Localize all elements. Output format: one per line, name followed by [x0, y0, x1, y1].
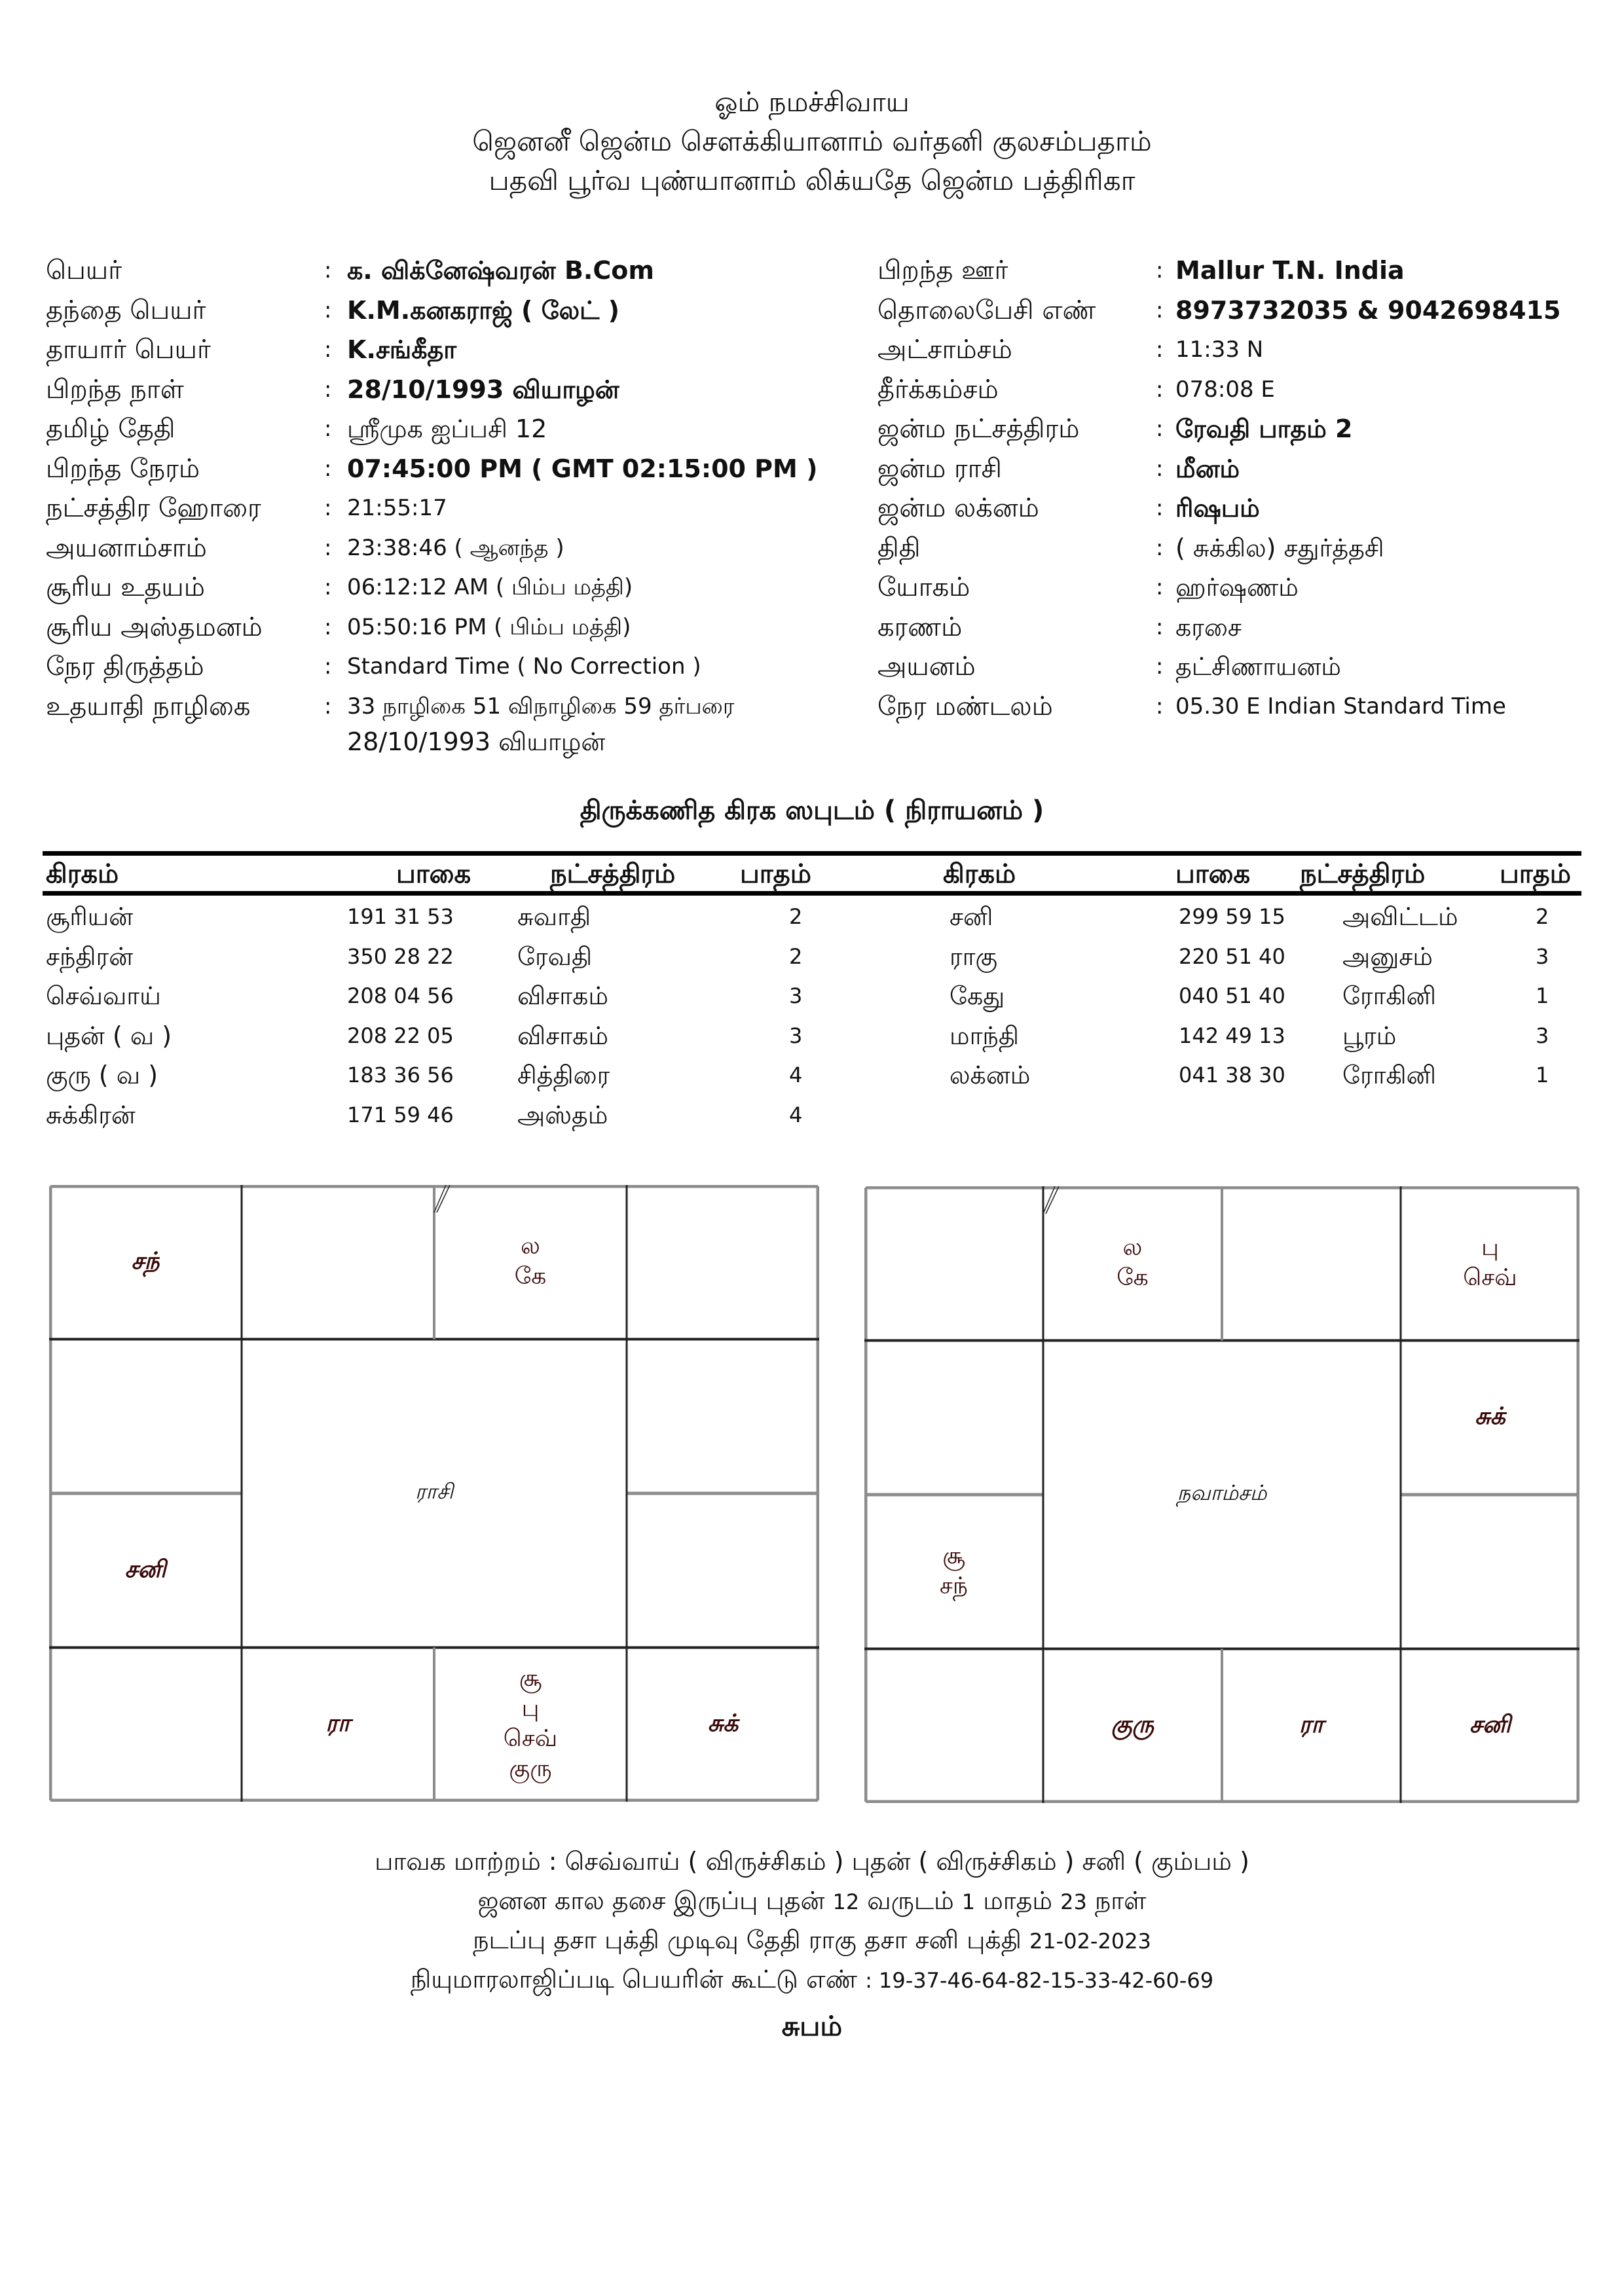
detail-colon: : — [324, 613, 332, 640]
detail-label: தொலைபேசி எண் — [877, 295, 1096, 325]
header-degree-right: பாகை — [1175, 859, 1251, 889]
planet-name: மாந்தி — [950, 1021, 1019, 1050]
detail-colon: : — [324, 337, 332, 363]
header-invocation: ஓம் நமச்சிவாய — [714, 86, 910, 118]
house-cell — [627, 1493, 819, 1648]
detail-label: கரணம் — [877, 611, 963, 642]
detail-colon: : — [1156, 534, 1164, 561]
planet-abbrev: செவ் — [1463, 1264, 1517, 1291]
planet-pada: 2 — [1536, 904, 1549, 929]
planet-degree: 299 59 15 — [1179, 904, 1285, 929]
bhava-value: செவ்வாய் ( விருச்சிகம் ) புதன் ( விருச்சிகம் ) சனி ( கும்பம் ) — [564, 1847, 1249, 1876]
detail-label: தந்தை பெயர் — [46, 295, 206, 325]
planet-degree: 040 51 40 — [1179, 983, 1285, 1008]
planet-degree: 191 31 53 — [347, 904, 454, 929]
planet-name: லக்னம் — [950, 1061, 1031, 1089]
detail-label: பிறந்த ஊர் — [877, 255, 1008, 285]
planet-abbrev: சந் — [131, 1247, 160, 1275]
planet-name: கேது — [950, 981, 1005, 1010]
house-cell — [1043, 1186, 1222, 1341]
detail-label: அயனம் — [877, 651, 976, 682]
detail-label: பெயர் — [46, 255, 122, 285]
planet-degree: 183 36 56 — [347, 1063, 454, 1087]
detail-value: 28/10/1993 வியாழன் — [347, 374, 619, 404]
dasa-months: 1 — [961, 1889, 976, 1914]
detail-colon: : — [1156, 416, 1164, 442]
planet-pada: 3 — [789, 983, 803, 1008]
planet-pada: 2 — [789, 904, 803, 929]
detail-label: நட்சத்திர ஹோரை — [46, 493, 261, 523]
planet-table-title: திருக்கணித கிரக ஸபுடம் ( நிராயனம் ) — [580, 795, 1044, 826]
detail-label: பிறந்த நேரம் — [46, 453, 200, 484]
planet-degree: 220 51 40 — [1179, 943, 1285, 969]
dasa-balance-line — [0, 1882, 1624, 1920]
planet-name: சந்திரன் — [46, 941, 134, 971]
house-cell — [1043, 1649, 1222, 1804]
dasa-months-unit: மாதம் — [983, 1886, 1052, 1915]
current-dasa-line — [0, 1922, 1624, 1959]
numerology-line — [0, 1961, 1624, 1999]
planet-abbrev: குரு — [1111, 1711, 1154, 1739]
planet-degree: 171 59 46 — [347, 1102, 454, 1127]
detail-value: 11:33 N — [1175, 337, 1264, 363]
detail-colon: : — [1156, 337, 1164, 363]
detail-colon: : — [1156, 257, 1164, 283]
detail-value: K.M.கனகராஜ் ( லேட் ) — [347, 295, 619, 325]
planet-abbrev: சந் — [939, 1572, 969, 1599]
detail-label: ஜன்ம லக்னம் — [877, 493, 1039, 523]
detail-label: பிறந்த நாள் — [46, 374, 184, 405]
dasa-days: 23 — [1060, 1889, 1087, 1914]
dasa-years: 12 — [832, 1889, 860, 1914]
house-cell — [627, 1339, 819, 1494]
detail-value: 33 நாழிகை 51 விநாழிகை 59 தர்பரை — [347, 693, 735, 720]
house-cell — [1222, 1186, 1401, 1341]
planet-name: புதன் ( வ ) — [46, 1021, 172, 1050]
planet-degree: 350 28 22 — [347, 943, 454, 969]
closing-subham: சுபம் — [781, 2010, 843, 2042]
detail-value: Standard Time ( No Correction ) — [347, 653, 701, 680]
planet-abbrev: சுக் — [707, 1710, 739, 1738]
header-pada-left: பாதம் — [740, 859, 811, 889]
detail-label: திதி — [877, 532, 921, 563]
house-cell — [864, 1649, 1043, 1804]
planet-abbrev: சனி — [124, 1556, 166, 1583]
detail-colon: : — [324, 455, 332, 482]
detail-value: 8973732035 & 9042698415 — [1175, 295, 1561, 325]
planet-star: விசாகம் — [517, 1021, 609, 1050]
planet-name: ராகு — [950, 941, 998, 971]
house-cell — [434, 1185, 627, 1339]
detail-value: ரேவதி பாதம் 2 — [1175, 414, 1353, 443]
planet-name: செவ்வாய் — [46, 981, 161, 1010]
numerology-value: : 19-37-46-64-82-15-33-42-60-69 — [865, 1968, 1214, 1993]
rasi-chart — [49, 1185, 819, 1802]
detail-label: தீர்க்கம்சம் — [877, 374, 999, 405]
detail-colon: : — [1156, 653, 1164, 680]
house-cell — [864, 1341, 1043, 1495]
detail-value: 23:38:46 ( ஆனந்த ) — [347, 534, 564, 561]
detail-value: 05.30 E Indian Standard Time — [1175, 693, 1506, 720]
planet-abbrev: ரா — [1299, 1711, 1324, 1739]
planet-abbrev: சுக் — [1475, 1403, 1505, 1430]
house-cell — [864, 1186, 1043, 1341]
detail-value: ஹர்ஷணம் — [1175, 573, 1299, 602]
house-cell — [434, 1648, 627, 1802]
house-cell — [1401, 1495, 1579, 1649]
planet-pada: 3 — [1536, 1023, 1549, 1048]
navamsam-chart — [864, 1186, 1579, 1803]
udayadi-date-continuation: 28/10/1993 வியாழன் — [347, 727, 606, 756]
house-cell — [49, 1339, 242, 1494]
detail-colon: : — [1156, 455, 1164, 482]
detail-colon: : — [1156, 495, 1164, 521]
house-cell — [242, 1185, 434, 1339]
table-top-rule — [43, 851, 1581, 856]
detail-colon: : — [1156, 297, 1164, 323]
planet-degree: 142 49 13 — [1179, 1023, 1285, 1048]
planet-star: சுவாதி — [517, 902, 591, 931]
detail-colon: : — [324, 257, 332, 283]
detail-value: 07:45:00 PM ( GMT 02:15:00 PM ) — [347, 454, 818, 483]
planet-pada: 4 — [789, 1102, 803, 1127]
house-cell — [627, 1648, 819, 1802]
bhava-change-line — [0, 1843, 1624, 1880]
dasa-prefix: ஜனன கால தசை இருப்பு புதன் — [477, 1886, 825, 1915]
header-degree-left: பாகை — [396, 859, 471, 889]
planet-degree: 208 22 05 — [347, 1023, 454, 1048]
header-verse-line-1: ஜெனனீ ஜென்ம சௌக்கியானாம் வர்தனி குலசம்பதாம் — [472, 125, 1152, 157]
current-dasa-date: 21-02-2023 — [1029, 1929, 1151, 1954]
planet-degree: 208 04 56 — [347, 983, 454, 1008]
planet-pada: 1 — [1536, 983, 1549, 1008]
house-cell — [1401, 1341, 1579, 1495]
planet-star: விசாகம் — [517, 981, 609, 1010]
detail-colon: : — [324, 693, 332, 720]
detail-label: சூரிய உதயம் — [46, 572, 205, 602]
detail-label: நேர திருத்தம் — [46, 651, 204, 682]
house-cell — [1222, 1649, 1401, 1804]
planet-pada: 3 — [1536, 943, 1549, 969]
header-planet-left: கிரகம் — [46, 859, 119, 889]
planet-star: ரோகினி — [1342, 1061, 1437, 1089]
planet-star: பூரம் — [1342, 1021, 1397, 1050]
planet-abbrev: குரு — [509, 1755, 552, 1783]
planet-name: சூரியன் — [46, 902, 134, 931]
house-cell — [864, 1495, 1043, 1649]
rasi-chart-title: ராசி — [415, 1479, 454, 1504]
detail-colon: : — [1156, 693, 1164, 720]
planet-abbrev: செவ் — [503, 1725, 558, 1753]
detail-value: ஸ்ரீமுக ஐப்பசி 12 — [347, 414, 547, 443]
detail-colon: : — [324, 416, 332, 442]
house-cell — [627, 1185, 819, 1339]
detail-value: 21:55:17 — [347, 495, 447, 521]
planet-abbrev: கே — [1116, 1264, 1149, 1291]
detail-label: உதயாதி நாழிகை — [46, 691, 251, 721]
planet-pada: 1 — [1536, 1063, 1549, 1087]
detail-colon: : — [324, 574, 332, 600]
detail-colon: : — [324, 653, 332, 680]
detail-label: தாயார் பெயர் — [46, 335, 211, 365]
header-verse-line-2: பதவி பூர்வ புண்யானாம் லிக்யதே ஜென்ம பத்திரிகா — [489, 164, 1135, 196]
planet-abbrev: ல — [521, 1232, 540, 1260]
detail-colon: : — [324, 534, 332, 561]
detail-label: ஜன்ம ராசி — [877, 453, 1002, 484]
detail-colon: : — [324, 376, 332, 403]
planet-abbrev: கே — [514, 1262, 547, 1290]
planet-star: சித்திரை — [517, 1061, 610, 1089]
planet-star: ரேவதி — [517, 941, 593, 971]
detail-colon: : — [324, 495, 332, 521]
house-cell — [49, 1185, 242, 1339]
planet-abbrev: சூ — [519, 1665, 542, 1692]
header-star-right: நட்சத்திரம் — [1300, 859, 1426, 889]
detail-value: ( சுக்கில) சதுர்த்தசி — [1175, 533, 1384, 562]
dasa-years-unit: வருடம் — [867, 1886, 954, 1915]
navamsam-chart-title: நவாம்சம் — [1177, 1480, 1267, 1505]
planet-name: குரு ( வ ) — [46, 1061, 158, 1089]
house-cell — [242, 1648, 434, 1802]
detail-value: 078:08 E — [1175, 376, 1275, 403]
planet-abbrev: பு — [1481, 1233, 1499, 1261]
detail-label: யோகம் — [877, 572, 970, 602]
header-pada-right: பாதம் — [1500, 859, 1571, 889]
detail-label: அயனாம்சாம் — [46, 532, 207, 563]
detail-label: நேர மண்டலம் — [877, 691, 1053, 721]
planet-abbrev: சனி — [1469, 1711, 1511, 1739]
detail-label: அட்சாம்சம் — [877, 335, 1012, 365]
planet-abbrev: சூ — [942, 1542, 965, 1569]
detail-value: க. விக்னேஷ்வரன் B.Com — [347, 256, 654, 285]
planet-star: ரோகினி — [1342, 981, 1437, 1010]
planet-name: சுக்கிரன் — [46, 1100, 136, 1129]
planet-degree: 041 38 30 — [1179, 1063, 1285, 1087]
detail-label: தமிழ் தேதி — [46, 414, 175, 444]
planet-name: சனி — [950, 902, 993, 931]
numerology-label: நியுமாரலாஜிப்படி பெயரின் கூட்டு எண் — [410, 1965, 857, 1994]
detail-colon: : — [1156, 376, 1164, 403]
detail-value: மீனம் — [1175, 454, 1240, 483]
planet-pada: 4 — [789, 1063, 803, 1087]
house-cell — [49, 1493, 242, 1648]
planet-abbrev: பு — [521, 1695, 540, 1722]
planet-star: அவிட்டம் — [1342, 902, 1458, 931]
detail-value: Mallur T.N. India — [1175, 256, 1405, 285]
detail-colon: : — [1156, 574, 1164, 600]
house-cell — [1401, 1186, 1579, 1341]
detail-value: 06:12:12 AM ( பிம்ப மத்தி) — [347, 574, 633, 600]
house-cell — [1401, 1649, 1579, 1804]
planet-star: அனுசம் — [1342, 941, 1433, 971]
planet-abbrev: ரா — [325, 1710, 350, 1738]
planet-pada: 3 — [789, 1023, 803, 1048]
planet-star: அஸ்தம் — [517, 1100, 608, 1129]
planet-abbrev: ல — [1122, 1233, 1143, 1261]
detail-value: தட்சிணாயனம் — [1175, 652, 1341, 681]
detail-colon: : — [324, 297, 332, 323]
detail-label: ஜன்ம நட்சத்திரம் — [877, 414, 1080, 444]
detail-value: ரிஷபம் — [1175, 494, 1260, 522]
house-cell — [49, 1648, 242, 1802]
header-planet-right: கிரகம் — [943, 859, 1016, 889]
planet-pada: 2 — [789, 943, 803, 969]
bhava-label: பாவக மாற்றம் : — [375, 1847, 557, 1876]
detail-value: K.சங்கீதா — [347, 335, 457, 364]
detail-colon: : — [1156, 613, 1164, 640]
header-star-left: நட்சத்திரம் — [550, 859, 676, 889]
table-header-rule — [43, 891, 1581, 896]
detail-label: சூரிய அஸ்தமனம் — [46, 611, 263, 642]
detail-value: 05:50:16 PM ( பிம்ப மத்தி) — [347, 613, 631, 640]
dasa-days-unit: நாள் — [1094, 1886, 1147, 1915]
current-dasa-text: நடப்பு தசா புக்தி முடிவு தேதி ராகு தசா சனி புக்தி — [473, 1925, 1022, 1954]
detail-value: கரசை — [1175, 612, 1242, 642]
